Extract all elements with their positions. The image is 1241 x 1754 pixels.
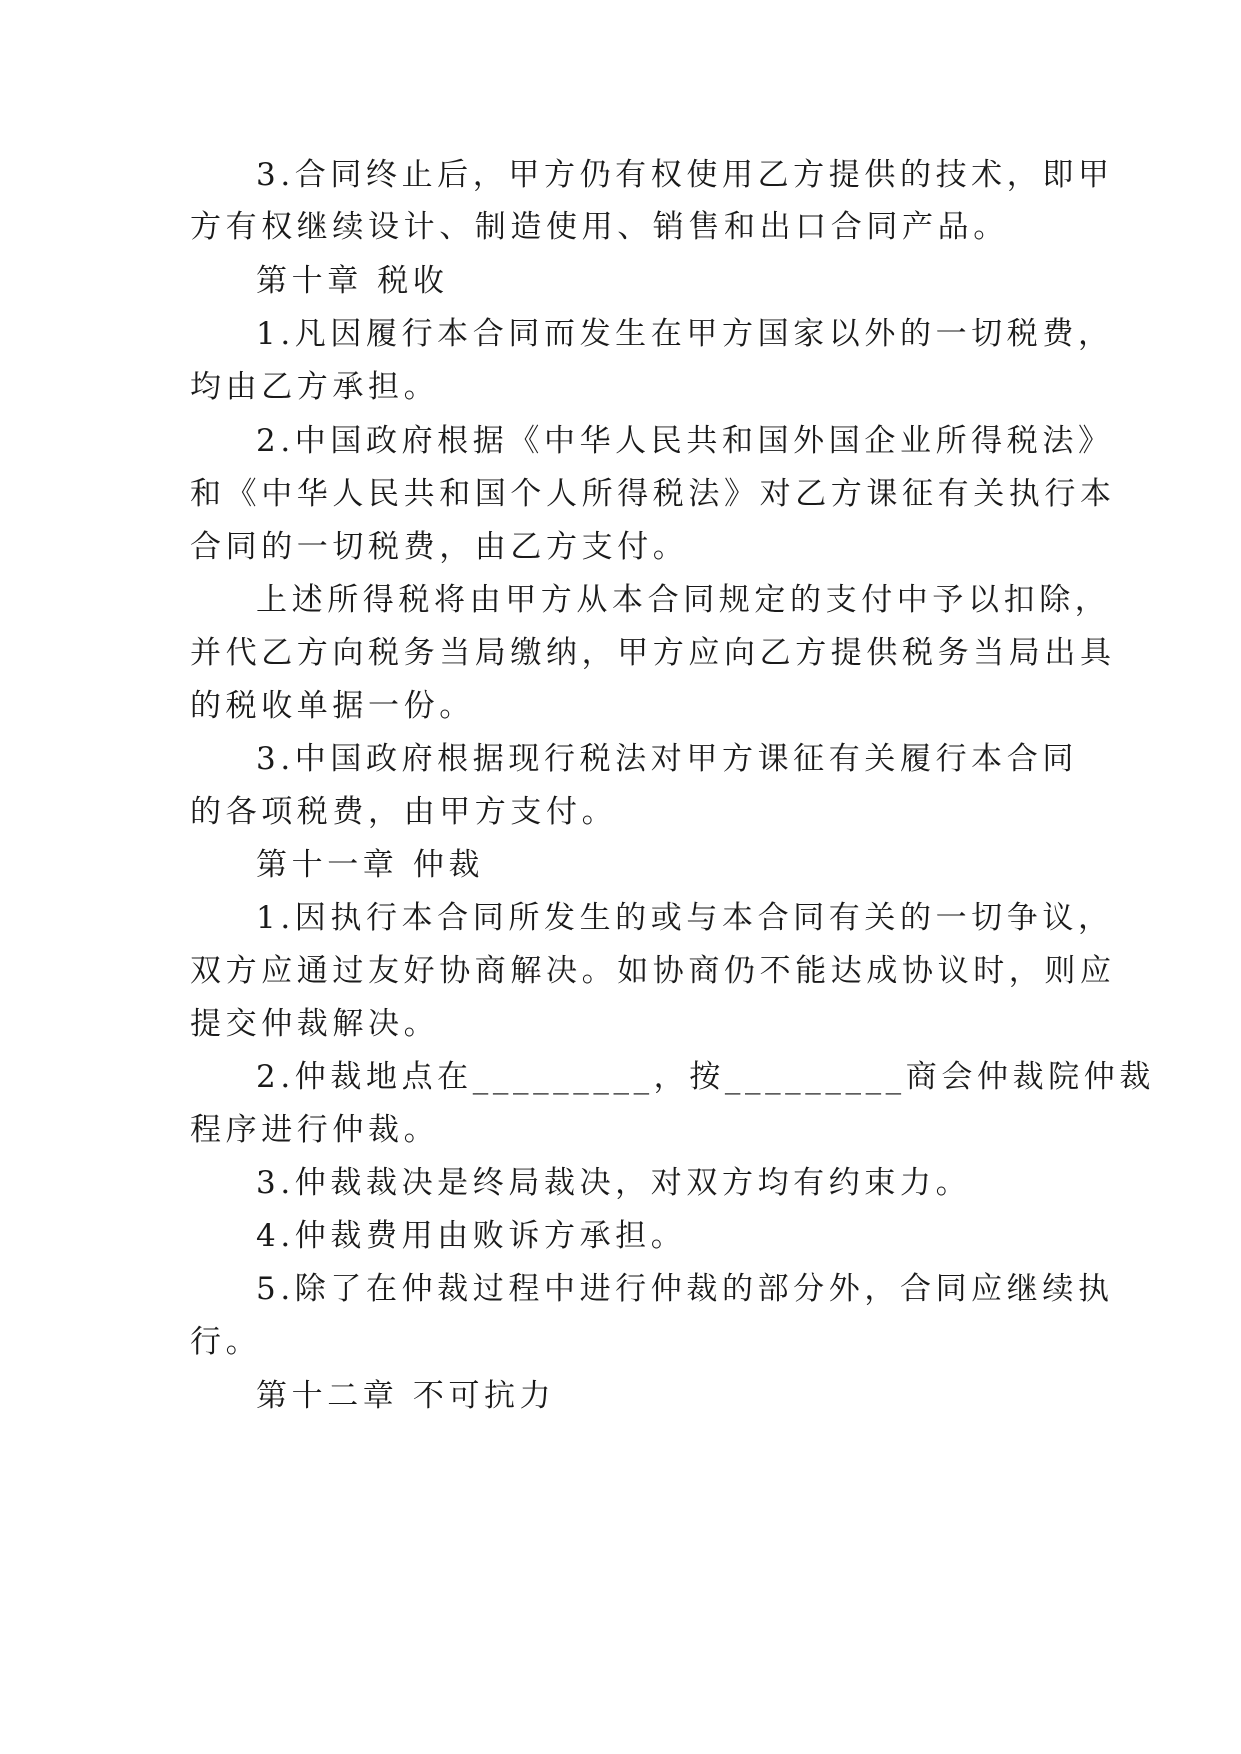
arbitration-clause-4: 4.仲裁费用由败诉方承担。: [256, 1218, 687, 1254]
tax-clause-2-line-3: 合同的一切税费，由乙方支付。: [190, 529, 689, 565]
arbitration-clause-5-line-2: 行。: [190, 1324, 262, 1360]
chapter-10-heading: 第十章 税收: [256, 263, 449, 299]
arbitration-clause-1-line-3: 提交仲裁解决。: [190, 1006, 440, 1042]
tax-paragraph-line-2: 并代乙方向税务当局缴纳，甲方应向乙方提供税务当局出具: [190, 635, 1116, 671]
tax-paragraph-line-3: 的税收单据一份。: [190, 688, 475, 724]
tax-clause-2-line-1: 2.中国政府根据《中华人民共和国外国企业所得税法》: [256, 423, 1114, 459]
tax-clause-1-line-1: 1.凡因履行本合同而发生在甲方国家以外的一切税费，: [256, 316, 1114, 352]
chapter-11-heading: 第十一章 仲裁: [256, 847, 485, 883]
arbitration-clause-2-line-2: 程序进行仲裁。: [190, 1112, 440, 1148]
arbitration-clause-1-line-1: 1.因执行本合同所发生的或与本合同有关的一切争议，: [256, 900, 1114, 936]
arbitration-clause-1-line-2: 双方应通过友好协商解决。如协商仍不能达成协议时，则应: [190, 953, 1116, 989]
arbitration-clause-3: 3.仲裁裁决是终局裁决，对双方均有约束力。: [256, 1165, 972, 1201]
tax-clause-2-line-2: 和《中华人民共和国个人所得税法》对乙方课征有关执行本: [190, 476, 1116, 512]
clause-3-line-2: 方有权继续设计、制造使用、销售和出口合同产品。: [190, 209, 1009, 245]
tax-clause-3-line-2: 的各项税费，由甲方支付。: [190, 794, 618, 830]
chapter-12-heading: 第十二章 不可抗力: [256, 1378, 556, 1414]
tax-clause-3-line-1: 3.中国政府根据现行税法对甲方课征有关履行本合同: [256, 741, 1078, 777]
clause-3-line-1: 3.合同终止后，甲方仍有权使用乙方提供的技术，即甲: [256, 157, 1114, 193]
tax-clause-1-line-2: 均由乙方承担。: [190, 369, 440, 405]
arbitration-clause-2-line-1: 2.仲裁地点在_________，按_________商会仲裁院仲裁: [256, 1059, 1155, 1095]
arbitration-clause-5-line-1: 5.除了在仲裁过程中进行仲裁的部分外，合同应继续执: [256, 1271, 1114, 1307]
tax-paragraph-line-1: 上述所得税将由甲方从本合同规定的支付中予以扣除，: [256, 582, 1111, 618]
